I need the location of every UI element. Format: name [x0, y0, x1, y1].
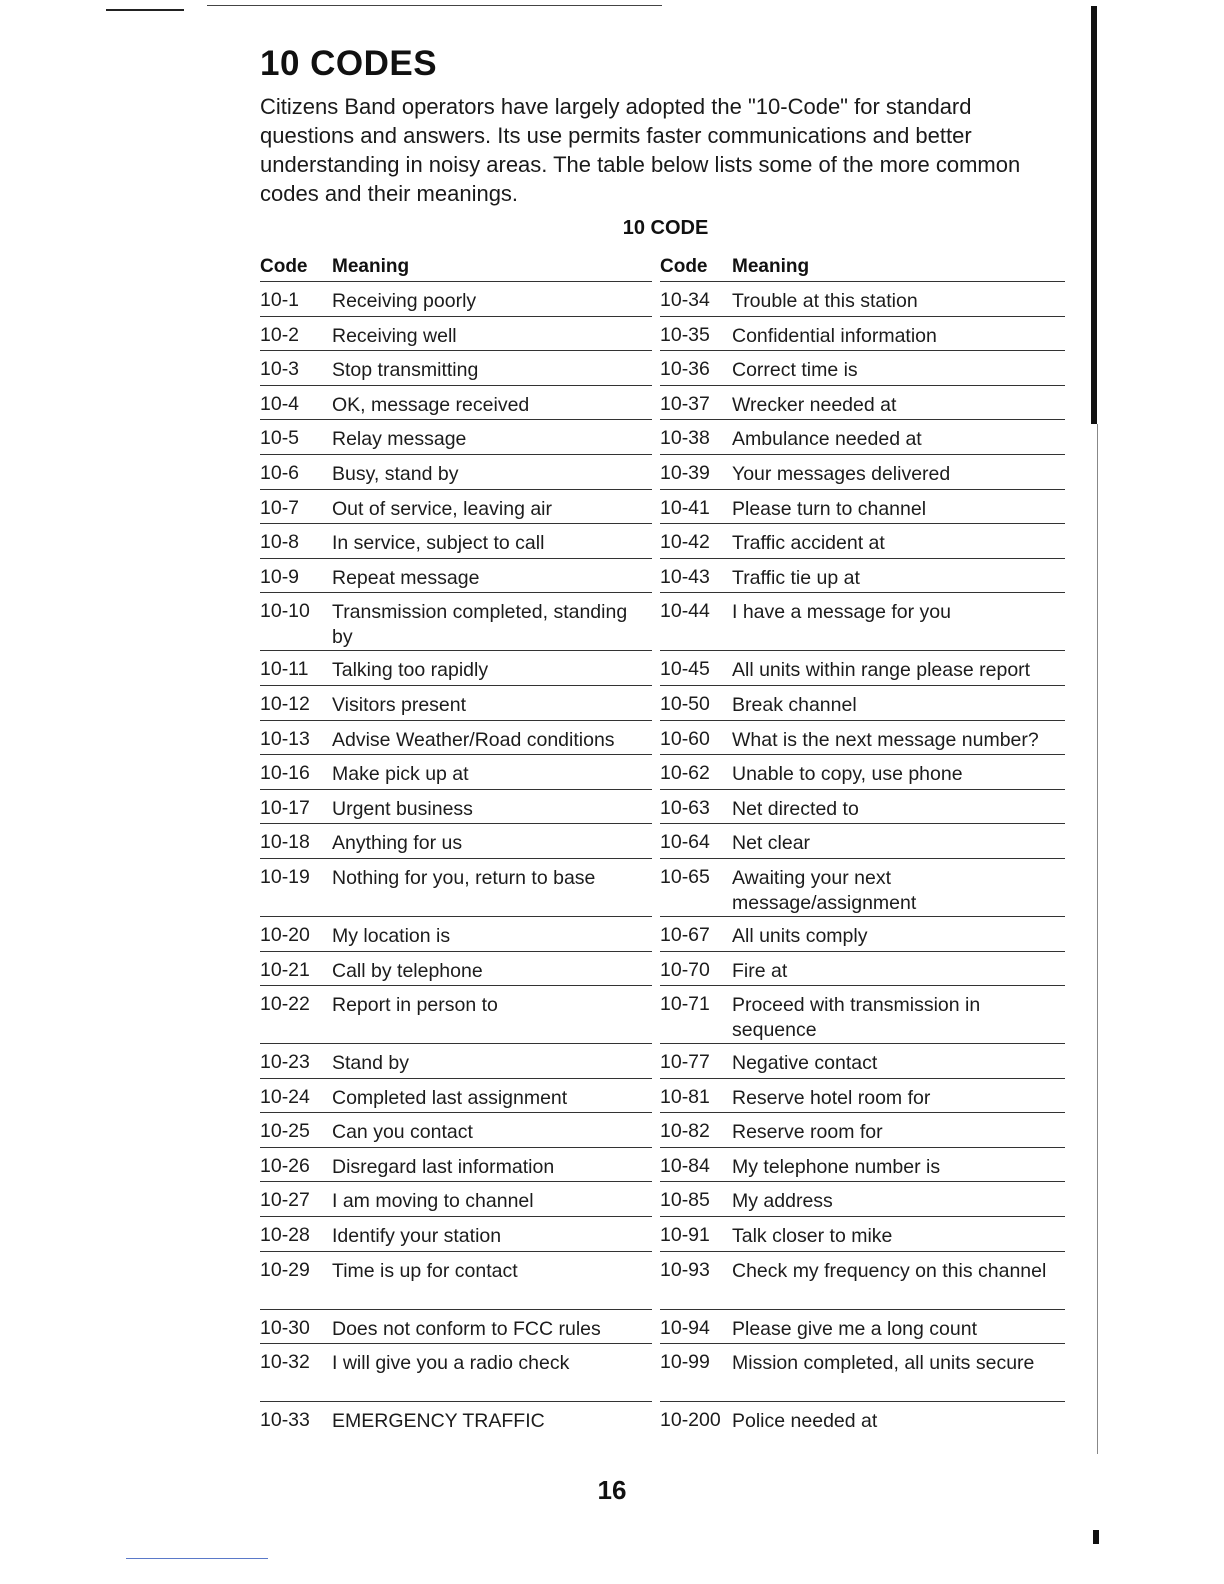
code-cell: 10-37	[660, 392, 710, 415]
table-row	[660, 755, 1065, 790]
table-row	[260, 593, 652, 651]
code-cell: 10-27	[260, 1189, 310, 1212]
meaning-cell: Transmission completed, standing by	[332, 601, 628, 649]
meaning-cell: Wrecker needed at	[732, 393, 897, 416]
code-cell: 10-200	[660, 1409, 721, 1432]
page-content	[260, 44, 1065, 1437]
code-cell: 10-42	[660, 531, 710, 554]
table-header	[260, 252, 652, 282]
table-row	[260, 524, 652, 559]
code-cell: 10-23	[260, 1051, 310, 1074]
code-cell: 10-94	[660, 1316, 710, 1339]
meaning-cell: Proceed with transmission in sequence	[732, 994, 981, 1042]
meaning-cell: Trouble at this station	[732, 290, 918, 312]
meaning-cell: Awaiting your next message/assignment	[732, 866, 917, 914]
meaning-cell: Visitors present	[332, 693, 467, 716]
code-cell: 10-85	[660, 1189, 710, 1212]
code-table	[260, 252, 1065, 1437]
table-header	[660, 252, 1065, 282]
meaning-cell: Does not conform to FCC rules	[332, 1317, 601, 1340]
code-cell: 10-70	[660, 958, 710, 981]
table-row	[660, 1344, 1065, 1402]
page-number: 16	[597, 1475, 627, 1505]
meaning-cell: Correct time is	[732, 359, 858, 382]
meaning-cell: I will give you a radio check	[332, 1352, 570, 1375]
meaning-cell: Repeat message	[332, 566, 480, 589]
code-cell: 10-99	[660, 1351, 710, 1374]
table-row	[660, 1402, 1065, 1437]
table-row	[660, 1182, 1065, 1217]
meaning-cell: Confidential information	[732, 324, 937, 347]
code-cell: 10-29	[260, 1258, 310, 1281]
code-cell: 10-1	[260, 289, 300, 311]
code-cell: 10-20	[260, 923, 310, 946]
code-cell: 10-60	[660, 727, 710, 750]
code-cell: 10-21	[260, 958, 310, 981]
meaning-cell: Relay message	[332, 428, 467, 451]
code-cell: 10-67	[660, 923, 710, 946]
meaning-cell: Reserve hotel room for	[732, 1086, 931, 1109]
table-row	[260, 686, 652, 721]
code-cell: 10-16	[260, 762, 310, 785]
page-title: 10 CODES	[260, 44, 438, 83]
meaning-cell: Advise Weather/Road conditions	[332, 728, 615, 751]
code-cell: 10-81	[660, 1085, 710, 1108]
meaning-cell: Identify your station	[332, 1225, 502, 1248]
code-cell: 10-63	[660, 796, 710, 819]
table-row	[260, 917, 652, 952]
table-row	[260, 490, 652, 525]
code-cell: 10-82	[660, 1120, 710, 1143]
table-row	[260, 455, 652, 490]
bottom-rule	[126, 1558, 268, 1559]
meaning-cell: Completed last assignment	[332, 1086, 568, 1109]
meaning-cell: What is the next message number?	[732, 728, 1039, 751]
code-cell: 10-4	[260, 392, 300, 415]
meaning-cell: Talking too rapidly	[332, 659, 489, 682]
meaning-cell: All units comply	[732, 924, 868, 947]
left-column	[260, 252, 652, 1437]
code-cell: 10-3	[260, 358, 300, 381]
meaning-cell: Anything for us	[332, 832, 463, 855]
meaning-cell: Negative contact	[732, 1052, 878, 1075]
table-row	[660, 917, 1065, 952]
table-row	[660, 490, 1065, 525]
meaning-cell: Report in person to	[332, 994, 498, 1017]
meaning-cell: EMERGENCY TRAFFIC	[332, 1410, 545, 1433]
code-cell: 10-26	[260, 1154, 310, 1177]
code-cell: 10-6	[260, 461, 300, 484]
table-row	[260, 651, 652, 686]
table-row	[660, 1148, 1065, 1183]
table-row	[660, 455, 1065, 490]
code-header: Code	[260, 256, 308, 277]
table-row	[660, 1217, 1065, 1252]
code-cell: 10-32	[260, 1351, 310, 1374]
code-cell: 10-18	[260, 831, 310, 854]
table-row	[260, 755, 652, 790]
table-row	[260, 317, 652, 352]
meaning-cell: Your messages delivered	[732, 462, 951, 485]
table-row	[660, 790, 1065, 825]
code-cell: 10-39	[660, 461, 710, 484]
code-cell: 10-17	[260, 796, 310, 819]
right-column	[660, 252, 1065, 1437]
table-row	[660, 859, 1065, 917]
code-cell: 10-44	[660, 600, 710, 623]
table-row	[660, 351, 1065, 386]
code-cell: 10-34	[660, 289, 710, 311]
meaning-cell: Net directed to	[732, 797, 859, 820]
table-row	[260, 859, 652, 917]
code-cell: 10-65	[660, 865, 710, 888]
meaning-cell: Call by telephone	[332, 959, 483, 982]
code-cell: 10-10	[260, 600, 310, 623]
code-cell: 10-22	[260, 993, 310, 1016]
table-row	[260, 1344, 652, 1402]
meaning-cell: Please turn to channel	[732, 497, 927, 520]
table-row	[660, 317, 1065, 352]
code-cell: 10-71	[660, 993, 710, 1016]
meaning-cell: Make pick up at	[332, 763, 469, 786]
table-row	[260, 790, 652, 825]
code-cell: 10-11	[260, 658, 309, 681]
table-row	[660, 1044, 1065, 1079]
code-cell: 10-64	[660, 831, 710, 854]
meaning-cell: My address	[732, 1190, 833, 1213]
code-cell: 10-24	[260, 1085, 310, 1108]
table-row	[660, 1113, 1065, 1148]
code-cell: 10-91	[660, 1224, 710, 1247]
meaning-cell: Disregard last information	[332, 1155, 555, 1178]
code-cell: 10-28	[260, 1224, 310, 1247]
table-row	[260, 386, 652, 421]
code-cell: 10-50	[660, 692, 710, 715]
meaning-cell: Ambulance needed at	[732, 428, 922, 451]
meaning-cell: All units within range please report	[732, 659, 1031, 682]
code-cell: 10-38	[660, 427, 710, 450]
intro-paragraph: Citizens Band operators have largely adopted the "10-Code" for standard questions and answers. Its use permits faster communications and better understanding in noisy areas. The table below lists some of the more common codes and their meanings.	[260, 94, 1021, 206]
meaning-cell: Unable to copy, use phone	[732, 763, 963, 786]
code-cell: 10-9	[260, 565, 300, 588]
table-row	[260, 1113, 652, 1148]
table-row	[660, 1079, 1065, 1114]
table-row	[660, 651, 1065, 686]
meaning-cell: Fire at	[732, 959, 788, 982]
meaning-cell: Stand by	[332, 1052, 409, 1075]
table-row	[660, 824, 1065, 859]
top-rule-long	[207, 5, 662, 6]
code-header: Code	[660, 256, 708, 277]
meaning-cell: Nothing for you, return to base	[332, 866, 596, 889]
meaning-cell: Busy, stand by	[332, 462, 459, 485]
code-cell: 10-45	[660, 658, 710, 681]
table-row	[260, 1217, 652, 1252]
table-row	[260, 1252, 652, 1310]
meaning-cell: Traffic tie up at	[732, 566, 860, 589]
code-cell: 10-30	[260, 1316, 310, 1339]
table-title: 10 CODE	[622, 217, 709, 239]
meaning-cell: In service, subject to call	[332, 532, 545, 555]
page-edge-mark	[1093, 1530, 1099, 1544]
table-row	[660, 721, 1065, 756]
code-cell: 10-33	[260, 1409, 310, 1432]
meaning-cell: My location is	[332, 924, 451, 947]
meaning-cell: Stop transmitting	[332, 359, 479, 382]
meaning-cell: I am moving to channel	[332, 1190, 534, 1213]
table-row	[260, 1079, 652, 1114]
page-edge-bar	[1091, 6, 1097, 424]
table-row	[260, 1044, 652, 1079]
table-row	[660, 1310, 1065, 1345]
table-row	[260, 986, 652, 1044]
table-row	[260, 1182, 652, 1217]
code-cell: 10-36	[660, 358, 710, 381]
code-cell: 10-5	[260, 427, 300, 450]
table-row	[660, 952, 1065, 987]
meaning-cell: Police needed at	[732, 1410, 878, 1433]
table-row	[660, 1252, 1065, 1310]
code-cell: 10-7	[260, 496, 300, 519]
code-cell: 10-13	[260, 727, 310, 750]
code-cell: 10-8	[260, 531, 300, 554]
table-row	[260, 1402, 652, 1437]
table-row	[260, 721, 652, 756]
table-row	[260, 559, 652, 594]
code-cell: 10-2	[260, 323, 300, 346]
table-row	[660, 559, 1065, 594]
table-row	[660, 593, 1065, 651]
table-row	[660, 282, 1065, 317]
table-row	[260, 420, 652, 455]
meaning-cell: Receiving poorly	[332, 290, 477, 312]
table-row	[660, 420, 1065, 455]
code-cell: 10-43	[660, 565, 710, 588]
meaning-cell: OK, message received	[332, 393, 530, 416]
page-edge-line	[1097, 424, 1098, 1454]
code-cell: 10-84	[660, 1154, 710, 1177]
meaning-cell: Traffic accident at	[732, 532, 885, 555]
table-row	[260, 282, 652, 317]
table-row	[660, 524, 1065, 559]
meaning-cell: Mission completed, all units secure	[732, 1352, 1035, 1375]
code-cell: 10-25	[260, 1120, 310, 1143]
meaning-cell: Out of service, leaving air	[332, 497, 553, 520]
code-cell: 10-41	[660, 496, 710, 519]
meaning-header: Meaning	[732, 256, 810, 277]
table-row	[660, 386, 1065, 421]
meaning-cell: Can you contact	[332, 1121, 473, 1144]
meaning-cell: Net clear	[732, 832, 811, 855]
meaning-cell: I have a message for you	[732, 601, 951, 624]
meaning-cell: Reserve room for	[732, 1121, 883, 1144]
code-cell: 10-93	[660, 1258, 710, 1281]
code-cell: 10-19	[260, 865, 310, 888]
table-row	[660, 986, 1065, 1044]
table-row	[660, 686, 1065, 721]
meaning-cell: Check my frequency on this channel	[732, 1259, 1047, 1282]
meaning-cell: My telephone number is	[732, 1155, 941, 1178]
code-cell: 10-35	[660, 323, 710, 346]
code-cell: 10-77	[660, 1051, 710, 1074]
meaning-cell: Time is up for contact	[332, 1259, 518, 1282]
code-cell: 10-12	[260, 692, 310, 715]
meaning-cell: Urgent business	[332, 797, 473, 820]
table-row	[260, 1310, 652, 1345]
meaning-cell: Break channel	[732, 693, 857, 716]
meaning-cell: Receiving well	[332, 324, 457, 347]
table-row	[260, 952, 652, 987]
table-row	[260, 351, 652, 386]
meaning-cell: Talk closer to mike	[732, 1225, 893, 1248]
table-row	[260, 824, 652, 859]
table-row	[260, 1148, 652, 1183]
meaning-cell: Please give me a long count	[732, 1317, 977, 1340]
top-rule-short	[106, 9, 184, 11]
meaning-header: Meaning	[332, 256, 410, 277]
code-cell: 10-62	[660, 762, 710, 785]
